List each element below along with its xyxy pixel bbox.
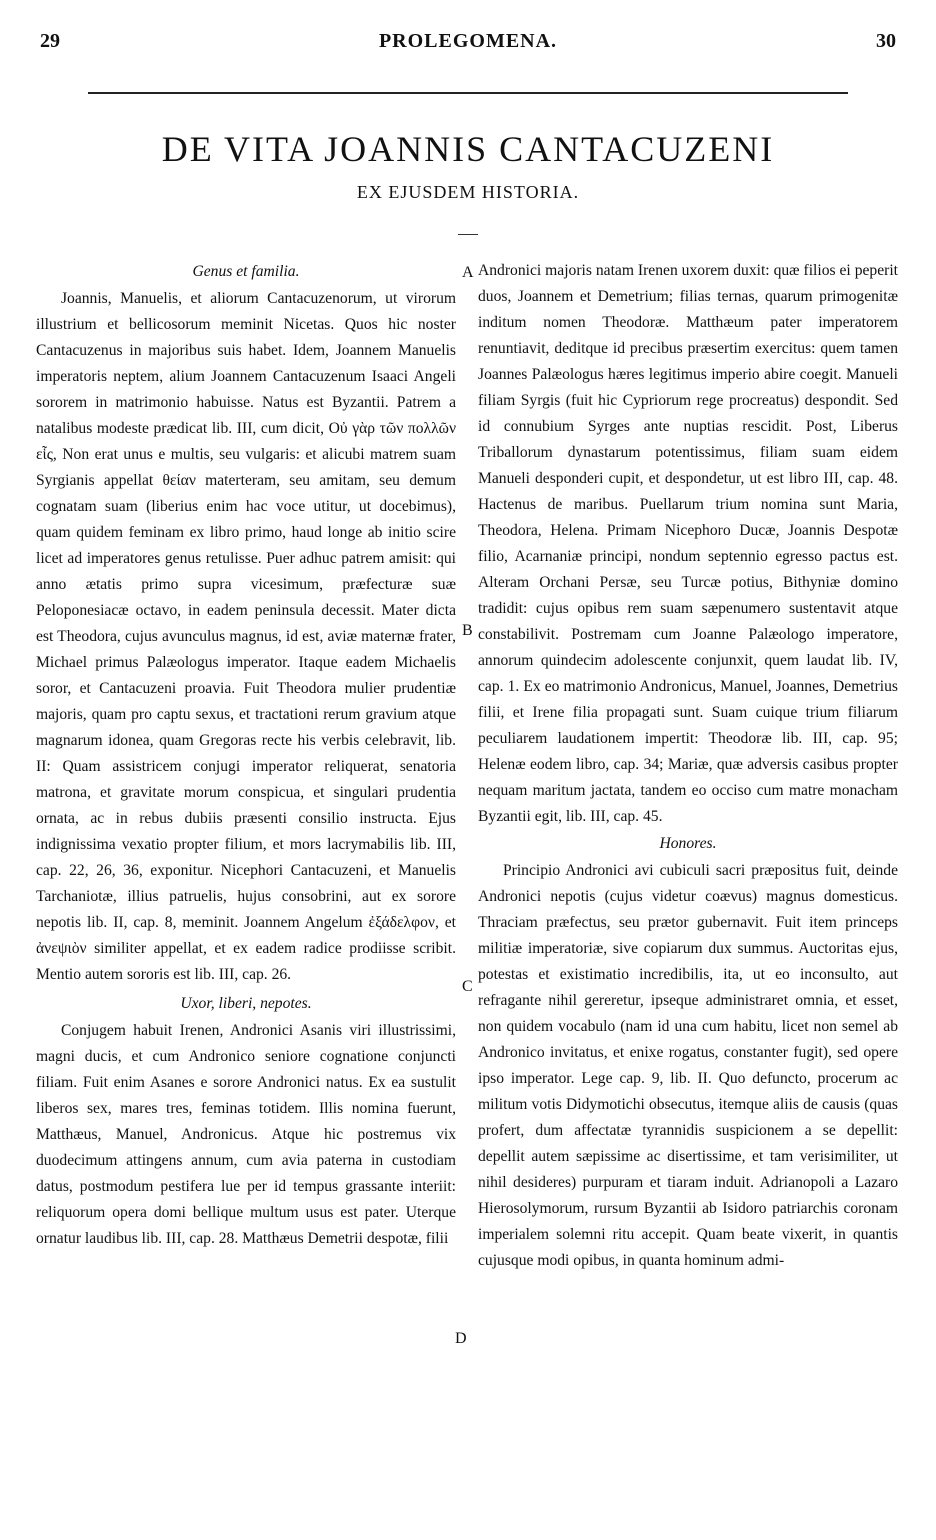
margin-letter-c: C [462,978,473,995]
page-number-left: 29 [40,30,60,52]
page-header [40,30,896,60]
paragraph-uxor: Conjugem habuit Irenen, Andronici Asanis viri illustrissimi, magni ducis, et cum Andronico seniore cognatione conjuncti filiam. Fuit enim Asanes e sorore Andronici natus. Ex ea sustulit liberos sex, mares tres, feminas totidem. Illis nomina fuerunt, Matthæus, Manuel, Andronicus. Atque hic postremus vix duodecimum attingens annum, cum avia paterna in custodiam datus, postmodum pestifera lue per id tempus grassante interiit: reliquorum opera domi bellique multum usus est pater. Uterque ornatur laudibus lib. III, cap. 28. Matthæus Demetrii despotæ, filii [36,1022,456,1247]
paragraph-honores: Principio Andronici avi cubiculi sacri præpositus fuit, deinde Andronici nepotis (cujus videtur coævus) magnus domesticus. Thraciam præfectus, seu prætor gubernavit. Fuit item princeps militiæ imperatoriæ, sive copiarum dux summus. Auctoritas ejus, potestas et existimatio incredibilis, ita, ut eo inconsulto, aut refragante nihil gereretur, ipseque administraret omnia, et esset, non quidem vocabulo (nam id una cum habitu, licet non semel ab Andronico invitatus, et enixe rogatus, constanter fugit), sed opere ipso imperator. Lege cap. 9, lib. II. Quo defuncto, procerum ac militum votis Didymotichi obsecutus, itemque aliis de causis (quas profert, dum affectatæ tyrannidis suspicionem a se depellit: depellit autem sæpissime ac disertissime, et tam verisimiliter, ut nihil desideres) purpuram et tiaram induit. Adrianopoli a Lazaro Hierosolymorum, rursum Byzantii ab Isidoro patriarchis coronam imperialem solemni ritu accepit. Quam beate vixerit, in quantis cujusque modi opibus, in quanta hominum admi- [478,862,898,1269]
section-heading-honores: Honores. [659,835,717,852]
chapter-title: DE VITA JOANNIS CANTACUZENI [161,129,775,169]
paragraph-continuation: Andronici majoris natam Irenen uxorem duxit: quæ filios ei peperit duos, Joannem et Demetrium; filias ternas, quarum primogenitæ inditum nomen Theodoræ. Matthæum pater imperatorem renuntiavit, deditque id precibus præsertim exercitus: quem tamen Joannes Palæologus hæres legitimus imperio abire coegit. Manueli filiam Syrgis (fuit hic Cypriorum rege procreatus) despondit. Sed id connubium Syrges ante nuptias rescidit. Post, Liberus Triballorum dynastarum potentissimus, filiam suam eidem Manueli desponderi cupit, et despondetur, ut est libro III, cap. 48. Hactenus de maribus. Puellarum trium nomina sunt Maria, Theodora, Helena. Primam Nicephoro Ducæ, Joannis Despotæ filio, Acarnaniæ principi, nondum septennio egresso pactus est. Alteram Orchani Persæ, seu Turcæ potius, Bithyniæ domino tradidit: cujus opibus rem suam sæpenumero sustentavit atque constabilivit. Postremam cum Joanne Palæologo imperatore, annorum quindecim adolescente conjunxit, quem laudat lib. IV, cap. 1. Ex eo matrimonio Andronicus, Manuel, Joannes, Demetrius filii, et Irene filia propagati sunt. Suam cuique trium filiarum peculiarem laudationem impertit: Theodoræ lib. III, cap. 95; Helenæ eodem libro, cap. 34; Mariæ, quæ adversis casibus propter nequam maritum jactata, tandem eo occiso cum matre monacham Byzantii egit, lib. III, cap. 45. [478,262,898,825]
section-heading-genus: Genus et familia. [192,263,300,280]
margin-letter-a: A [462,264,474,281]
paragraph-genus: Joannis, Manuelis, et aliorum Cantacuzenorum, ut virorum illustrium et bellicosorum meminit Nicetas. Quos hic noster Cantacuzenus in majoribus suis habet. Idem, Joannem Manuelis imperatoris neptem, alium Joannem Cantacuzenum Isaaci Angeli sororem in matrimonio habuisse. Natus est Byzantii. Patrem a natalibus modeste prædicat lib. III, cum dicit, Οὐ γὰρ τῶν πολλῶν εἷς, Non erat unus e multis, seu vulgaris: et alicubi matrem suam Syrgianis appellat θείαν materteram, seu amitam, seu demum cognatam suam (liberius enim hac voce utitur, ut docebimus), quam quidem feminam ex libro primo, haud longe ab initio scire licet ad imperatores genus retulisse. Puer adhuc patrem amisit: qui anno ætatis primo supra vicesimum, præfecturæ suæ Peloponesiacæ octavo, in eadem peninsula decessit. Mater dicta est Theodora, cujus avunculus magnus, id est, aviæ maternæ frater, Michael primus Palæologus imperator. Itaque eadem Michaelis soror, et Cantacuzeni proavia. Fuit Theodora mulier prudentiæ majoris, quam pro captu sexus, et tractationi rerum gravium atque magnarum idonea, quam Gregoras recte his verbis celebravit, lib. II: Quam assistricem conjugi imperator reliquerat, senatoria matrona, et gravitate morum conspicua, et singulari prudentia ornata, ac in rebus dubiis præsenti consilio instructa. Ejus indignissima vexatio propter filium, et mors lacrymabilis lib. III, cap. 22, 26, 36, exponitur. Nicephori Cantacuzeni, et Manuelis Tarchaniotæ, illius patruelis, hujus consobrini, aut ex sorore nepotis lib. II, cap. 8, meminit. Joannem Angelum ἐξάδελφον, et ἀνεψιὸν similiter appellat, et ex eadem radice prodiisse scribit. Mentio autem sororis est lib. III, cap. 26. [36,290,456,983]
chapter-subtitle: EX EJUSDEM HISTORIA. [356,182,580,202]
page-number-right: 30 [876,30,896,52]
right-column [478,258,898,1274]
header-rule [88,92,848,94]
title-separator [458,234,478,235]
section-heading-uxor: Uxor, liberi, nepotes. [180,995,312,1012]
margin-letter-d: D [455,1330,467,1347]
left-column [36,258,456,1252]
running-title: PROLEGOMENA. [378,30,558,52]
margin-letter-b: B [462,622,473,639]
